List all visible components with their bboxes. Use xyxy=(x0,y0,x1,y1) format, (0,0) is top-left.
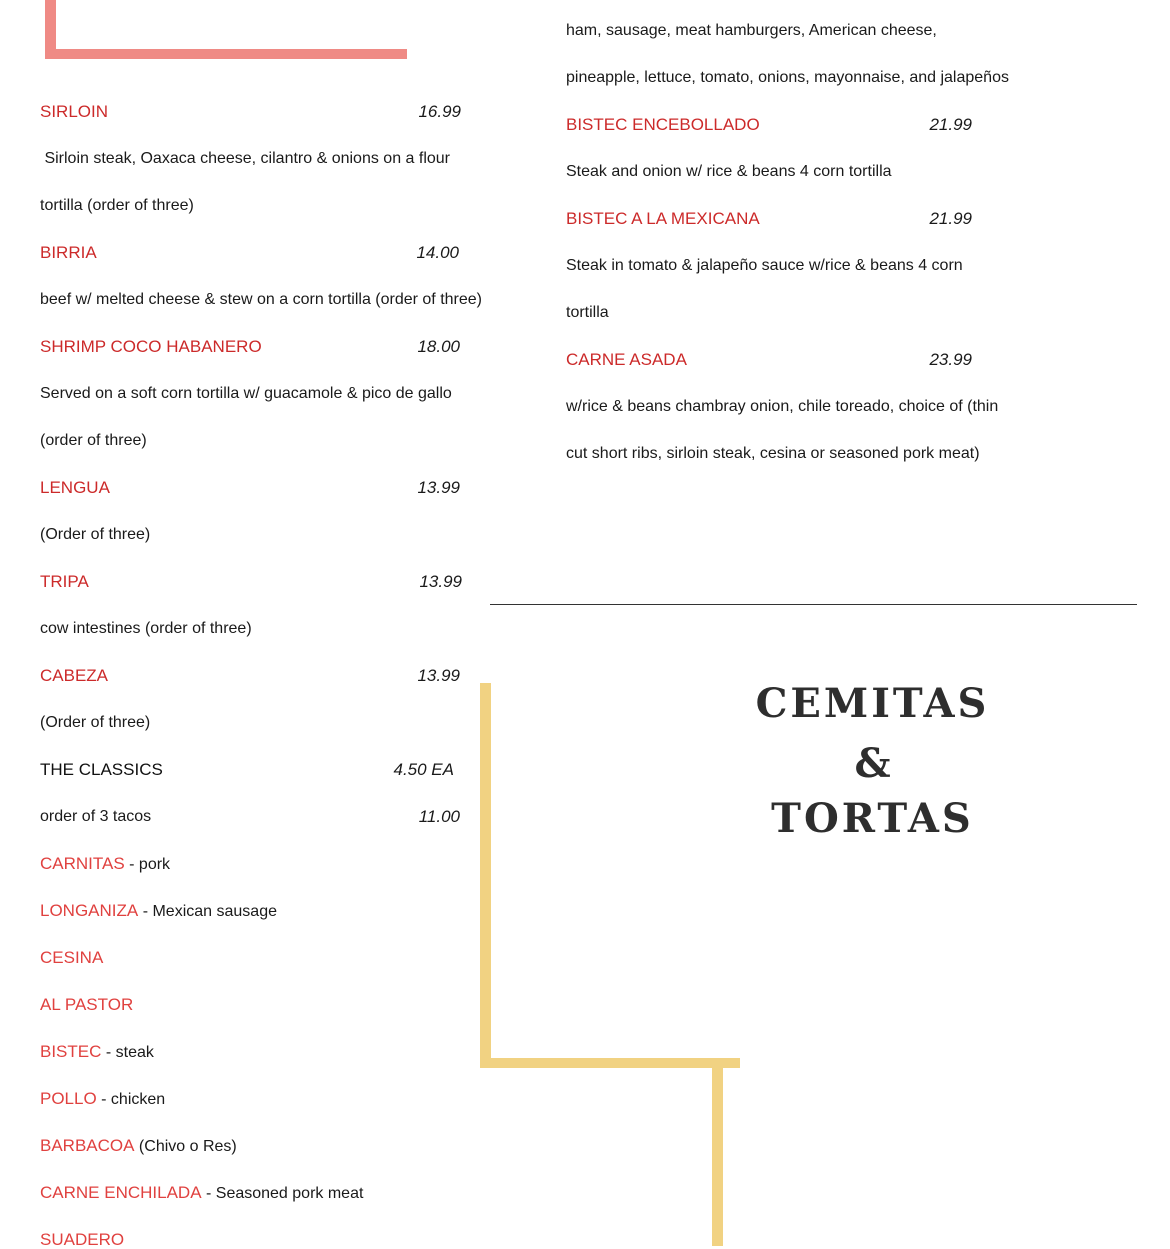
filling-note: (Chivo o Res) xyxy=(134,1138,237,1155)
filling-name: SUADERO xyxy=(40,1230,125,1249)
item-description: (order of three) xyxy=(40,432,147,449)
filling-name: CARNITAS xyxy=(40,854,125,873)
item-name: CABEZA xyxy=(40,666,109,685)
item-price: 16.99 xyxy=(418,102,461,121)
section-title-line: CEMITAS xyxy=(755,680,990,727)
item-description: Sirloin steak, Oaxaca cheese, cilantro & onions on a flour xyxy=(40,150,450,167)
item-description-continued: ham, sausage, meat hamburgers, American cheese, xyxy=(566,22,937,39)
item-description: tortilla xyxy=(566,304,609,321)
item-name: CARNE ASADA xyxy=(566,350,687,369)
yellow-frame-horizontal xyxy=(480,1058,740,1068)
classics-order-price: 11.00 xyxy=(418,807,460,826)
filling-longaniza xyxy=(40,902,277,920)
item-description: Steak in tomato & jalapeño sauce w/rice & beans 4 corn xyxy=(566,257,963,274)
item-description: (Order of three) xyxy=(40,526,151,543)
classics-price-each: 4.50 EA xyxy=(393,760,454,779)
item-price: 13.99 xyxy=(419,572,462,591)
classics-title: THE CLASSICS xyxy=(40,760,163,779)
item-price: 13.99 xyxy=(417,478,460,497)
filling-pollo xyxy=(40,1090,165,1108)
item-description: cut short ribs, sirloin steak, cesina or seasoned pork meat) xyxy=(566,445,980,462)
filling-name: CESINA xyxy=(40,948,104,967)
filling-name: BISTEC xyxy=(40,1042,102,1061)
item-price: 14.00 xyxy=(416,243,459,262)
filling-bistec xyxy=(40,1043,154,1061)
pink-frame-horizontal xyxy=(45,49,407,59)
section-title-line: TORTAS xyxy=(771,795,974,842)
item-name: TRIPA xyxy=(40,572,89,591)
section-title-ampersand: & xyxy=(854,740,891,787)
item-price: 21.99 xyxy=(929,209,972,228)
filling-name: BARBACOA xyxy=(40,1136,135,1155)
filling-name: AL PASTOR xyxy=(40,995,134,1014)
item-price: 21.99 xyxy=(929,115,972,134)
filling-barbacoa xyxy=(40,1137,237,1155)
item-description: Served on a soft corn tortilla w/ guacamole & pico de gallo xyxy=(40,385,452,402)
item-name: BISTEC ENCEBOLLADO xyxy=(566,115,760,134)
item-description-continued: pineapple, lettuce, tomato, onions, mayonnaise, and jalapeños xyxy=(566,69,1009,86)
item-name: SHRIMP COCO HABANERO xyxy=(40,337,262,356)
filling-note: - steak xyxy=(101,1044,154,1061)
item-price: 18.00 xyxy=(417,337,460,356)
filling-name: POLLO xyxy=(40,1089,97,1108)
item-description: (Order of three) xyxy=(40,714,151,731)
filling-carne-enchilada xyxy=(40,1184,363,1202)
yellow-frame-vertical-left xyxy=(480,683,491,1068)
item-price: 13.99 xyxy=(417,666,460,685)
filling-name: LONGANIZA xyxy=(40,901,139,920)
filling-note: - pork xyxy=(124,856,171,873)
section-divider xyxy=(490,604,1137,605)
item-name: LENGUA xyxy=(40,478,110,497)
item-name: SIRLOIN xyxy=(40,102,109,121)
classics-order-label: order of 3 tacos xyxy=(40,808,152,825)
item-description: Steak and onion w/ rice & beans 4 corn tortilla xyxy=(566,163,892,180)
item-description: tortilla (order of three) xyxy=(40,197,194,214)
item-description: beef w/ melted cheese & stew on a corn tortilla (order of three) xyxy=(40,291,482,308)
filling-name: CARNE ENCHILADA xyxy=(40,1183,202,1202)
item-name: BISTEC A LA MEXICANA xyxy=(566,209,760,228)
filling-note: - chicken xyxy=(96,1091,166,1108)
filling-note: - Seasoned pork meat xyxy=(201,1185,364,1202)
item-description: cow intestines (order of three) xyxy=(40,620,252,637)
yellow-frame-vertical-right xyxy=(712,1058,723,1246)
filling-cesina xyxy=(40,949,103,967)
item-name: BIRRIA xyxy=(40,243,97,262)
filling-al-pastor xyxy=(40,996,133,1014)
filling-note: - Mexican sausage xyxy=(138,903,277,920)
filling-carnitas xyxy=(40,855,170,873)
item-price: 23.99 xyxy=(929,350,972,369)
item-description: w/rice & beans chambray onion, chile toreado, choice of (thin xyxy=(566,398,999,415)
filling-suadero xyxy=(40,1231,124,1249)
